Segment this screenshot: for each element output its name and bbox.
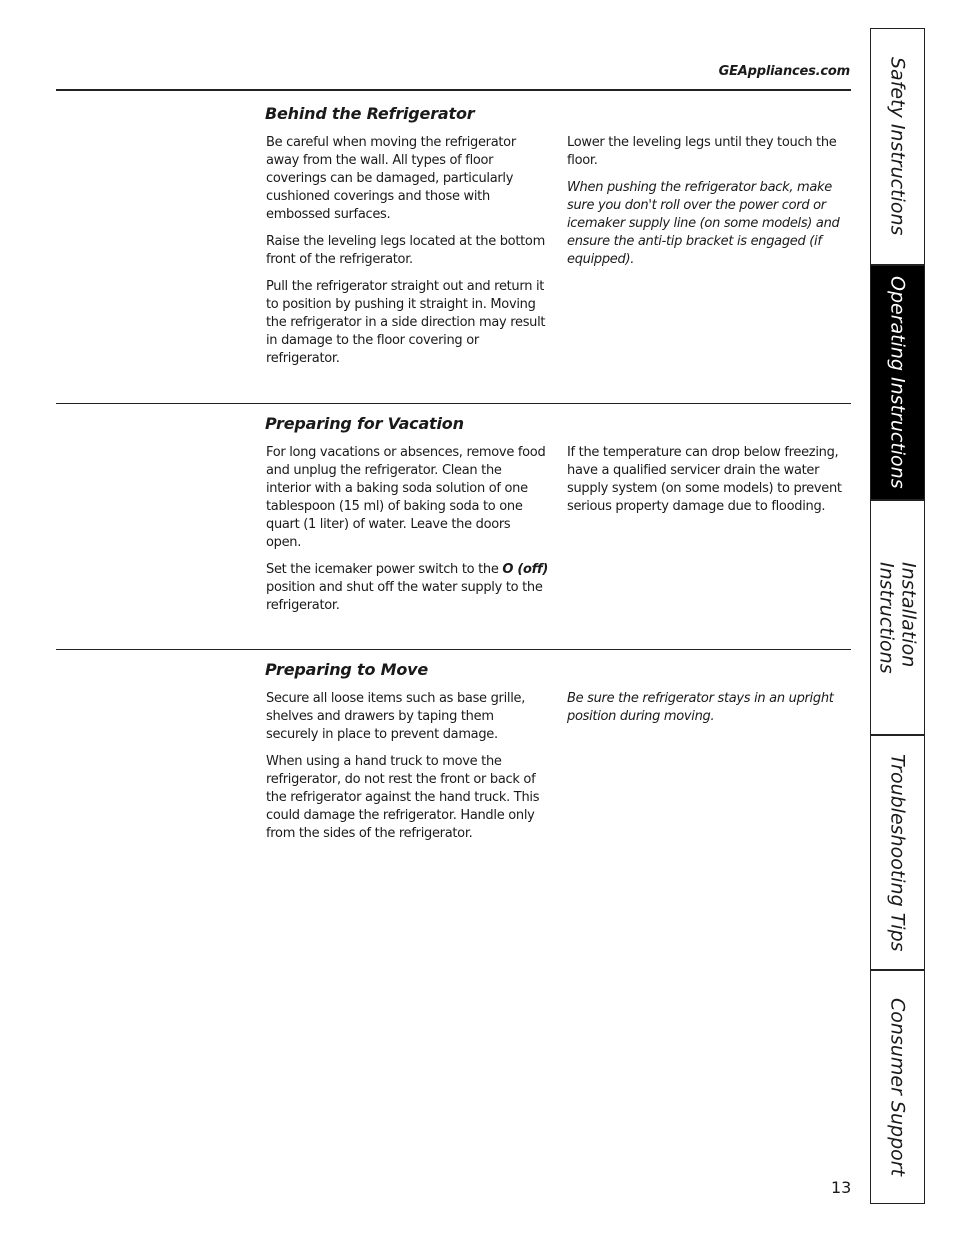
- section-body-left: [266, 690, 549, 852]
- section-divider: [56, 649, 851, 650]
- side-tab-nav: [870, 28, 925, 1204]
- page-number: 13: [831, 1178, 852, 1197]
- paragraph: Secure all loose items such as base grille, shelves and drawers by taping them securely in place to prevent damage.: [266, 691, 526, 742]
- tab-consumer-support[interactable]: [871, 971, 924, 1203]
- switch-position-emphasis: O (off): [502, 562, 548, 577]
- paragraph: If the temperature can drop below freezing, have a qualified servicer drain the water supply system (on some models) to prevent serious property damage due to flooding.: [567, 445, 842, 514]
- section-body-right: [567, 690, 850, 735]
- section-divider: [56, 89, 851, 91]
- section-body-right: [567, 444, 850, 525]
- paragraph: Pull the refrigerator straight out and return it to position by pushing it straight in. Moving the refrigerator in a side direction may result in damage to the floor covering or refrigerator.: [266, 279, 546, 366]
- tab-safety-instructions[interactable]: [871, 29, 924, 266]
- paragraph: When using a hand truck to move the refrigerator, do not rest the front or back of the refrigerator against the hand truck. This could damage the refrigerator. Handle only from the sides of the refrigerator.: [266, 754, 540, 841]
- caution-note: Be sure the refrigerator stays in an upright position during moving.: [567, 691, 834, 724]
- tab-label: Troubleshooting Tips: [886, 753, 909, 952]
- section-title-behind-refrigerator: Behind the Refrigerator: [265, 104, 475, 123]
- paragraph: Be careful when moving the refrigerator away from the wall. All types of floor coverings can be damaged, particularly cushioned coverings and those with embossed surfaces.: [266, 135, 516, 222]
- tab-label: Operating Instructions: [886, 276, 909, 489]
- caution-note: When pushing the refrigerator back, make sure you don't roll over the power cord or icemaker supply line (on some models) and ensure the anti-tip bracket is engaged (if equipped).: [567, 180, 840, 267]
- section-title-preparing-move: Preparing to Move: [265, 660, 429, 679]
- paragraph: Raise the leveling legs located at the bottom front of the refrigerator.: [266, 234, 545, 267]
- tab-troubleshooting-tips[interactable]: [871, 736, 924, 971]
- site-url: GEAppliances.com: [718, 64, 850, 79]
- paragraph: For long vacations or absences, remove food and unplug the refrigerator. Clean the interior with a baking soda solution of one tablespoon (15 ml) of baking soda to one quart (1 liter) of water. Leave the doors open.: [266, 445, 546, 550]
- tab-label: Safety Instructions: [886, 57, 909, 236]
- section-body-right: [567, 134, 850, 278]
- section-title-preparing-vacation: Preparing for Vacation: [265, 414, 464, 433]
- text-run: Set the icemaker power switch to the: [266, 562, 503, 577]
- tab-installation-instructions[interactable]: [871, 501, 924, 736]
- section-body-left: [266, 134, 549, 377]
- section-body-left: [266, 444, 549, 624]
- tab-label: Installation Instructions: [875, 561, 920, 674]
- tab-operating-instructions[interactable]: [871, 266, 924, 501]
- section-divider: [56, 403, 851, 404]
- paragraph: [266, 561, 549, 615]
- paragraph: Lower the leveling legs until they touch the floor.: [567, 135, 837, 168]
- tab-label: Consumer Support: [886, 997, 909, 1177]
- text-run: position and shut off the water supply to the refrigerator.: [266, 580, 543, 613]
